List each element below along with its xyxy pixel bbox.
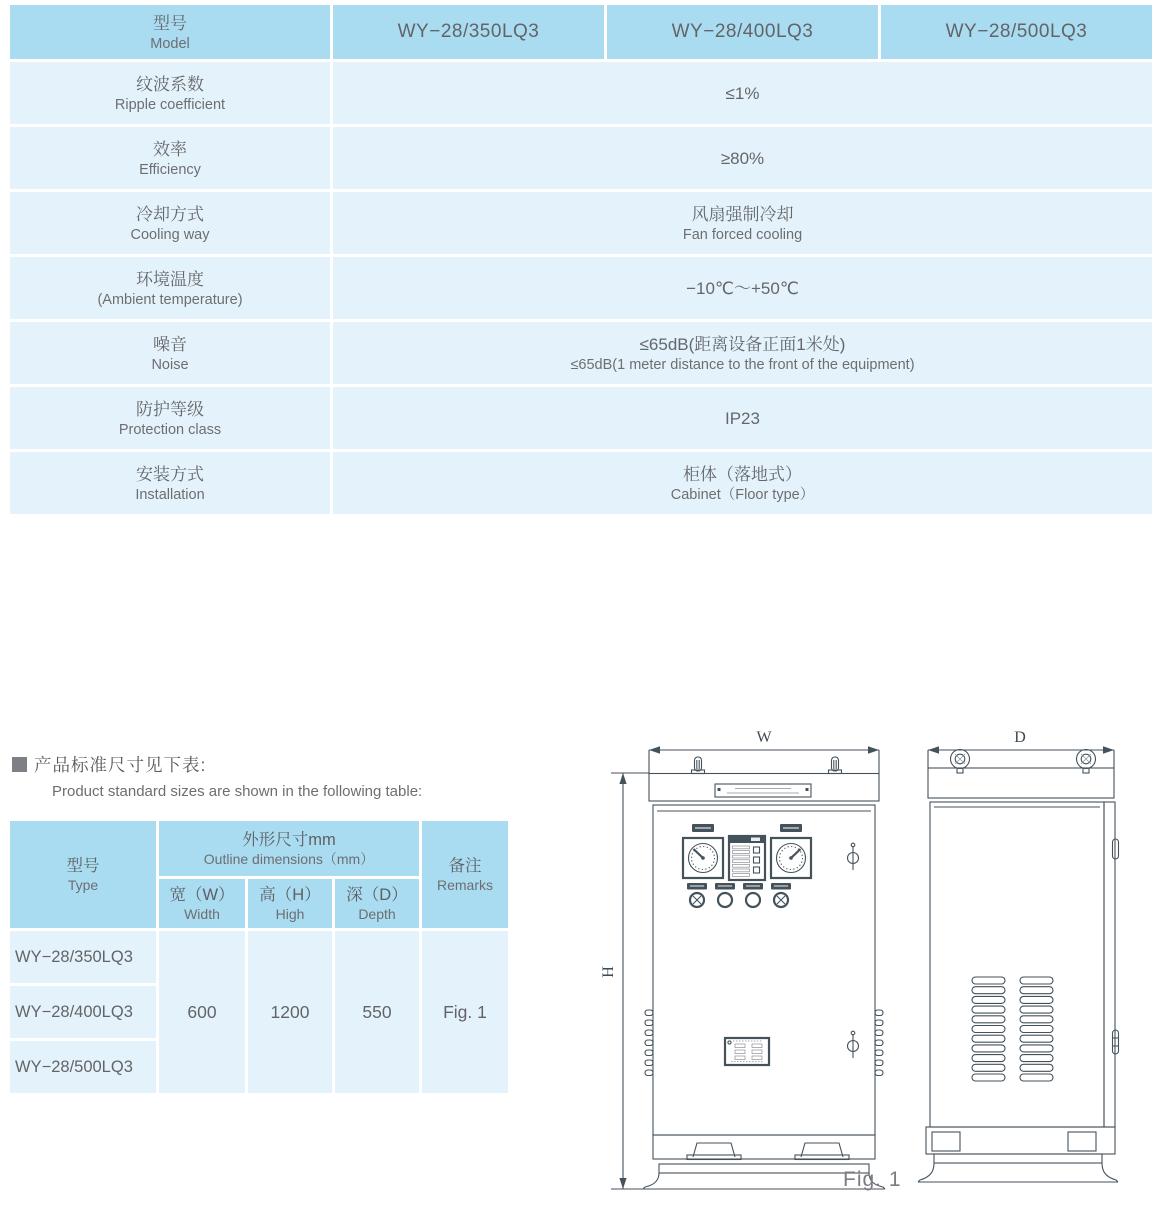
size-header-width — [159, 879, 245, 928]
size-width-value: 600 — [159, 931, 245, 1093]
dims-label-en: Outline dimensions（mm） — [203, 851, 375, 867]
row-label-en: Ripple coefficient — [114, 96, 226, 113]
front-door-edge — [1104, 802, 1115, 1127]
row-label-zh: 安装方式 — [136, 464, 204, 484]
spec-row-value — [333, 452, 1152, 514]
eye-bolt-ring-icon — [1077, 750, 1096, 774]
spec-row-value — [333, 322, 1152, 384]
size-depth-value: 550 — [335, 931, 419, 1093]
eye-bolt-icon — [692, 757, 705, 774]
high-label-en: High — [275, 906, 305, 922]
spec-row-value — [333, 62, 1152, 124]
spec-row-value — [333, 192, 1152, 254]
spec-row-label — [10, 452, 330, 514]
spec-row-value — [333, 127, 1152, 189]
spec-row-ambient — [10, 257, 1152, 319]
spec-row-noise — [10, 322, 1152, 384]
spec-row-installation — [10, 452, 1152, 514]
size-model-2: WY−28/400LQ3 — [10, 986, 156, 1038]
size-table — [7, 818, 511, 1096]
spec-row-value — [333, 257, 1152, 319]
dims-label-zh: 外形尺寸mm — [242, 831, 336, 849]
vent-louvers — [972, 977, 1053, 1081]
size-model-3: WY−28/500LQ3 — [10, 1041, 156, 1093]
row-label-en: Noise — [151, 356, 189, 373]
figure-caption: Fig. 1 — [843, 1168, 902, 1191]
high-label-zh: 高（H） — [259, 886, 321, 904]
spec-row-efficiency — [10, 127, 1152, 189]
value-line: 风扇强制冷却 — [691, 204, 794, 224]
model-label-en: Model — [150, 35, 190, 52]
spec-row-cooling — [10, 192, 1152, 254]
spec-header-label — [10, 5, 330, 59]
digital-meter-icon — [729, 836, 765, 880]
dim-h-label: H — [600, 966, 617, 978]
size-model-1: WY−28/350LQ3 — [10, 931, 156, 983]
value-line: Fan forced cooling — [682, 226, 803, 243]
spec-row-value — [333, 387, 1152, 449]
width-label-en: Width — [184, 906, 220, 922]
connector-plate — [725, 1038, 769, 1065]
width-label-zh: 宽（W） — [169, 886, 235, 904]
depth-label-zh: 深（D） — [346, 886, 408, 904]
eye-bolt-ring-icon — [951, 750, 970, 774]
eye-bolt-icon — [829, 757, 842, 774]
value-line: 柜体（落地式） — [683, 464, 802, 484]
dim-w-label: W — [756, 729, 772, 746]
analog-gauge-icon — [683, 838, 723, 878]
spec-row-protection — [10, 387, 1152, 449]
row-label-zh: 效率 — [153, 139, 187, 159]
remarks-label-zh: 备注 — [448, 857, 482, 875]
size-header-high — [248, 879, 332, 928]
section-title-zh: 产品标准尺寸见下表: — [34, 755, 207, 775]
row-label-en: (Ambient temperature) — [97, 291, 243, 308]
size-header-dims — [159, 821, 419, 876]
row-label-en: Efficiency — [139, 161, 201, 178]
row-label-zh: 冷却方式 — [136, 204, 204, 224]
row-label-zh: 防护等级 — [136, 399, 204, 419]
dim-d-label: D — [1014, 729, 1026, 746]
spec-row-label — [10, 62, 330, 124]
size-header-row-1 — [10, 821, 508, 876]
value-line: Cabinet（Floor type） — [670, 486, 815, 503]
type-label-zh: 型号 — [66, 857, 100, 875]
size-section-title — [12, 752, 422, 800]
row-label-en: Cooling way — [130, 226, 210, 243]
value-line: ≥80% — [720, 148, 765, 168]
spec-row-label — [10, 127, 330, 189]
size-row-1 — [10, 931, 508, 983]
analog-gauge-icon — [771, 838, 811, 878]
section-title-en: Product standard sizes are shown in the following table: — [52, 783, 423, 800]
cabinet-front-view-drawing — [595, 727, 895, 1205]
door-lock-icon — [848, 1031, 859, 1058]
model-name-2: WY−28/400LQ3 — [607, 5, 878, 59]
value-line: IP23 — [725, 408, 760, 428]
size-header-remarks — [422, 821, 508, 928]
size-remarks-value: Fig. 1 — [422, 931, 508, 1093]
spec-row-label — [10, 387, 330, 449]
depth-label-en: Depth — [358, 906, 396, 922]
gauge-label — [692, 824, 714, 832]
value-line: ≤65dB(1 meter distance to the front of the equipment) — [570, 356, 915, 373]
size-header-depth — [335, 879, 419, 928]
row-label-zh: 噪音 — [153, 334, 187, 354]
value-line: ≤1% — [725, 83, 760, 103]
value-line: −10℃～+50℃ — [686, 278, 799, 298]
spec-row-ripple — [10, 62, 1152, 124]
type-label-en: Type — [67, 877, 99, 893]
model-label-zh: 型号 — [153, 13, 187, 33]
square-bullet-icon — [12, 757, 27, 772]
spec-header-row — [10, 5, 1152, 59]
cabinet-side-view-drawing — [888, 727, 1159, 1205]
model-name-3: WY−28/500LQ3 — [881, 5, 1152, 59]
cabinet-side-panel — [930, 802, 1104, 1127]
row-label-zh: 环境温度 — [136, 269, 204, 289]
cabinet-base — [918, 1127, 1118, 1182]
value-line: ≤65dB(距离设备正面1米处) — [639, 334, 846, 354]
nameplate — [715, 784, 811, 797]
spec-row-label — [10, 192, 330, 254]
size-high-value: 1200 — [248, 931, 332, 1093]
spec-table — [7, 2, 1155, 517]
spec-row-label — [10, 322, 330, 384]
row-label-en: Installation — [135, 486, 205, 503]
model-name-1: WY−28/350LQ3 — [333, 5, 604, 59]
door-lock-icon — [848, 843, 859, 870]
remarks-label-en: Remarks — [436, 877, 493, 893]
row-label-en: Protection class — [118, 421, 222, 438]
row-label-zh: 纹波系数 — [136, 74, 204, 94]
spec-row-label — [10, 257, 330, 319]
gauge-label — [780, 824, 802, 832]
indicator-button-icon — [690, 893, 788, 907]
size-header-type — [10, 821, 156, 928]
button-label — [687, 883, 791, 890]
